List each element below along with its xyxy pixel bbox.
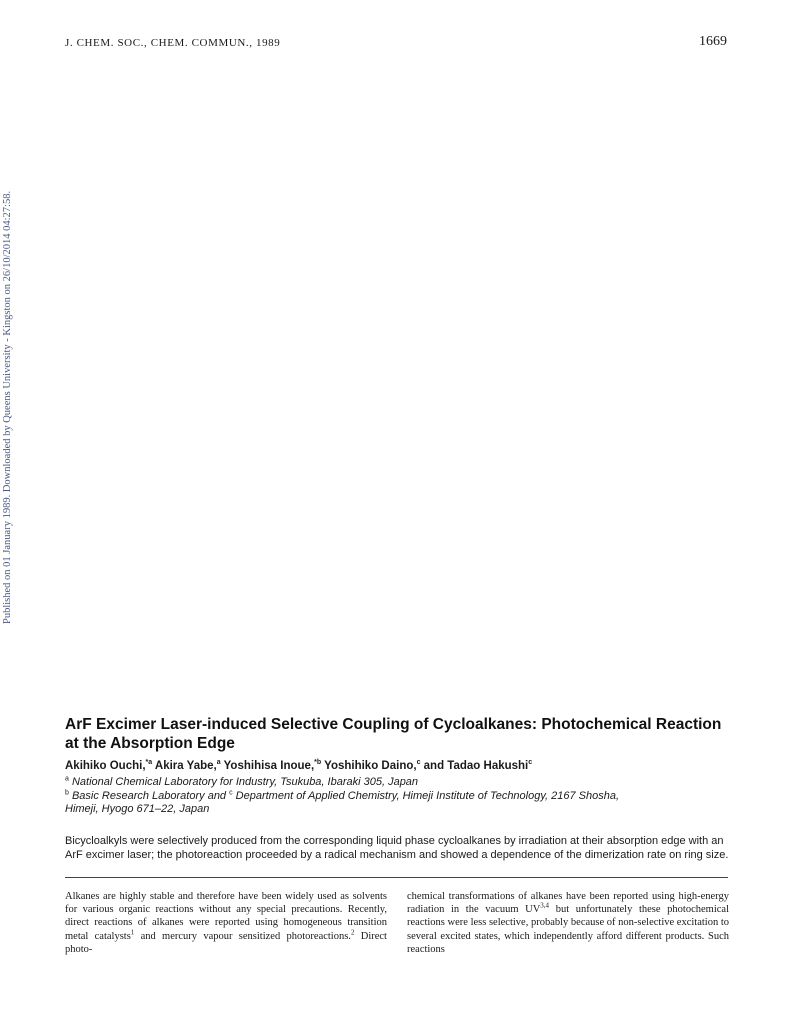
affiliation-b-continued: Himeji, Hyogo 671–22, Japan (65, 803, 210, 815)
body-column-left (65, 890, 387, 956)
affiliation-mark: a (65, 775, 69, 783)
author-name: Yoshihisa Inoue, (220, 760, 315, 772)
reference-mark: 2 (350, 928, 355, 937)
section-divider (65, 877, 728, 878)
body-text: chemical transformations of alkanes have been reported using high-energy radiation in the vacuum UV (407, 891, 729, 916)
affiliation-b (65, 790, 745, 804)
body-text: Alkanes are highly stable and therefore have been widely used as solvents for various organic reactions without any special precautions. Recently, direct reactions of alkanes were reported using homogeneous transition metal catalysts (65, 891, 387, 942)
author-name: Yoshihiko Daino, (321, 760, 417, 772)
author-list (65, 759, 745, 773)
author-affiliation-mark: *b (314, 759, 322, 767)
author-affiliation-mark: a (216, 759, 221, 767)
author-affiliation-mark: c (416, 759, 421, 767)
body-column-right (407, 890, 729, 956)
affiliation-text: Department of Applied Chemistry, Himeji Institute of Technology, 2167 Shosha, (232, 789, 620, 802)
author-affiliation-mark: c (528, 759, 533, 767)
abstract: Bicycloalkyls were selectively produced from the corresponding liquid phase cycloalkanes by irradiation at their absorption edge with an ArF excimer laser; the photoreaction proceeded by a radical mechanism and showed a dependence of the dimerization rate on ring size. (65, 835, 729, 861)
body-text: and mercury vapour sensitized photoreactions. (134, 930, 351, 942)
reference-mark: 1 (130, 928, 135, 937)
article-title: ArF Excimer Laser-induced Selective Coupling of Cycloalkanes: Photochemical Reaction at the Absorption Edge (65, 716, 722, 752)
running-head: J. CHEM. SOC., CHEM. COMMUN., 1989 (65, 37, 281, 49)
download-notice: Published on 01 January 1989. Downloaded by Queens University - Kingston on 26/10/2014 04:27:58. (2, 190, 13, 624)
affiliation-mark: b (65, 788, 69, 796)
body-text: but unfortunately these photochemical reactions were less selective, probably because of non-selective excitation to several excited states, which independently afford different products. Such reactions (407, 904, 729, 955)
affiliation-a (65, 776, 745, 790)
author-name: Akira Yabe, (152, 760, 217, 772)
affiliation-mark: c (229, 788, 233, 796)
page-number: 1669 (699, 34, 727, 49)
body-text: Direct photo- (65, 930, 387, 955)
author-name: Akihiko Ouchi, (65, 760, 146, 772)
reference-mark: 3,4 (540, 901, 550, 910)
affiliation-text: National Chemical Laboratory for Industry, Tsukuba, Ibaraki 305, Japan (68, 776, 419, 788)
affiliation-text: Basic Research Laboratory and (68, 789, 230, 802)
author-name: and Tadao Hakushi (420, 760, 529, 772)
author-affiliation-mark: *a (145, 759, 153, 767)
affiliations (65, 776, 745, 817)
